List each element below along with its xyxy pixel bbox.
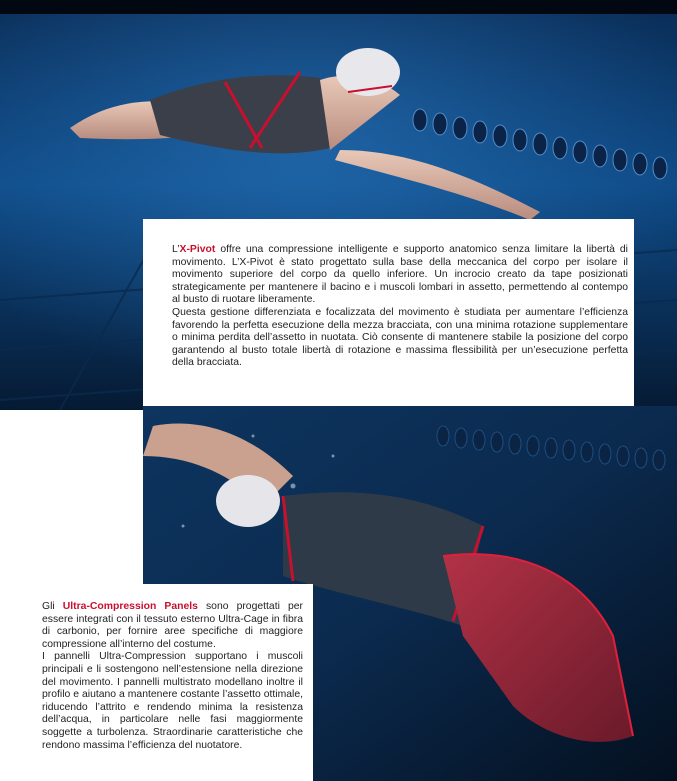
xpivot-prefix: L’ [172, 244, 180, 255]
xpivot-paragraph-2: Questa gestione differenziata e focalizzata del movimento è studiata per aumentare l’efficienza favorendo la perfetta esecuzione della mezza bracciata, con una minima rotazione supplementare o minima perdita dell’assetto in nuotata. Ciò consente di mantenere stabile la posizione del corpo garantendo al busto totale libertà di rotazione e massima flessibilità per un’esecuzione perfetta della bracciata. [172, 306, 628, 369]
ultra-paragraph-2: I pannelli Ultra-Compression supportano i muscoli principali e li sostengono nell’estensione nella direzione del movimento. I pannelli multistrato modellano inoltre il profilo e aiutano a mantenere costante l’assetto ottimale, riducendo l’attrito e rendendo minima la resistenza dell’acqua, in particolare nelle fasi maggiormente soggette a turbolenza. Straordinarie caratteristiche che rendono massima l’efficienza del nuotatore. [42, 651, 303, 751]
ultra-compression-text-panel [0, 584, 313, 781]
xpivot-brand-name: X-Pivot [179, 244, 216, 255]
ultra-body: sono progettati per essere integrati con il tessuto esterno Ultra-Cage in fibra di carbonio, per fornire aree specifiche di maggiore compressione all’interno del costume. [42, 601, 303, 650]
xpivot-text-panel [143, 219, 634, 406]
ultra-brand-name: Ultra-Compression Panels [62, 601, 198, 612]
xpivot-body: offre una compressione intelligente e supporto anatomico senza limitare la libertà di movimento. L’X-Pivot è stato progettato sulla base della meccanica del corpo per isolare il movimento superiore del corpo da quello inferiore. Un incrocio creato da tape posizionati strategicamente per mantenere il bacino e i muscoli lombari in assetto, permettendo al contempo al busto di ruotare liberamente. [172, 244, 628, 306]
xpivot-paragraph-1 [172, 244, 628, 307]
ultra-prefix: Gli [42, 601, 63, 612]
ultra-paragraph-1 [42, 601, 303, 651]
